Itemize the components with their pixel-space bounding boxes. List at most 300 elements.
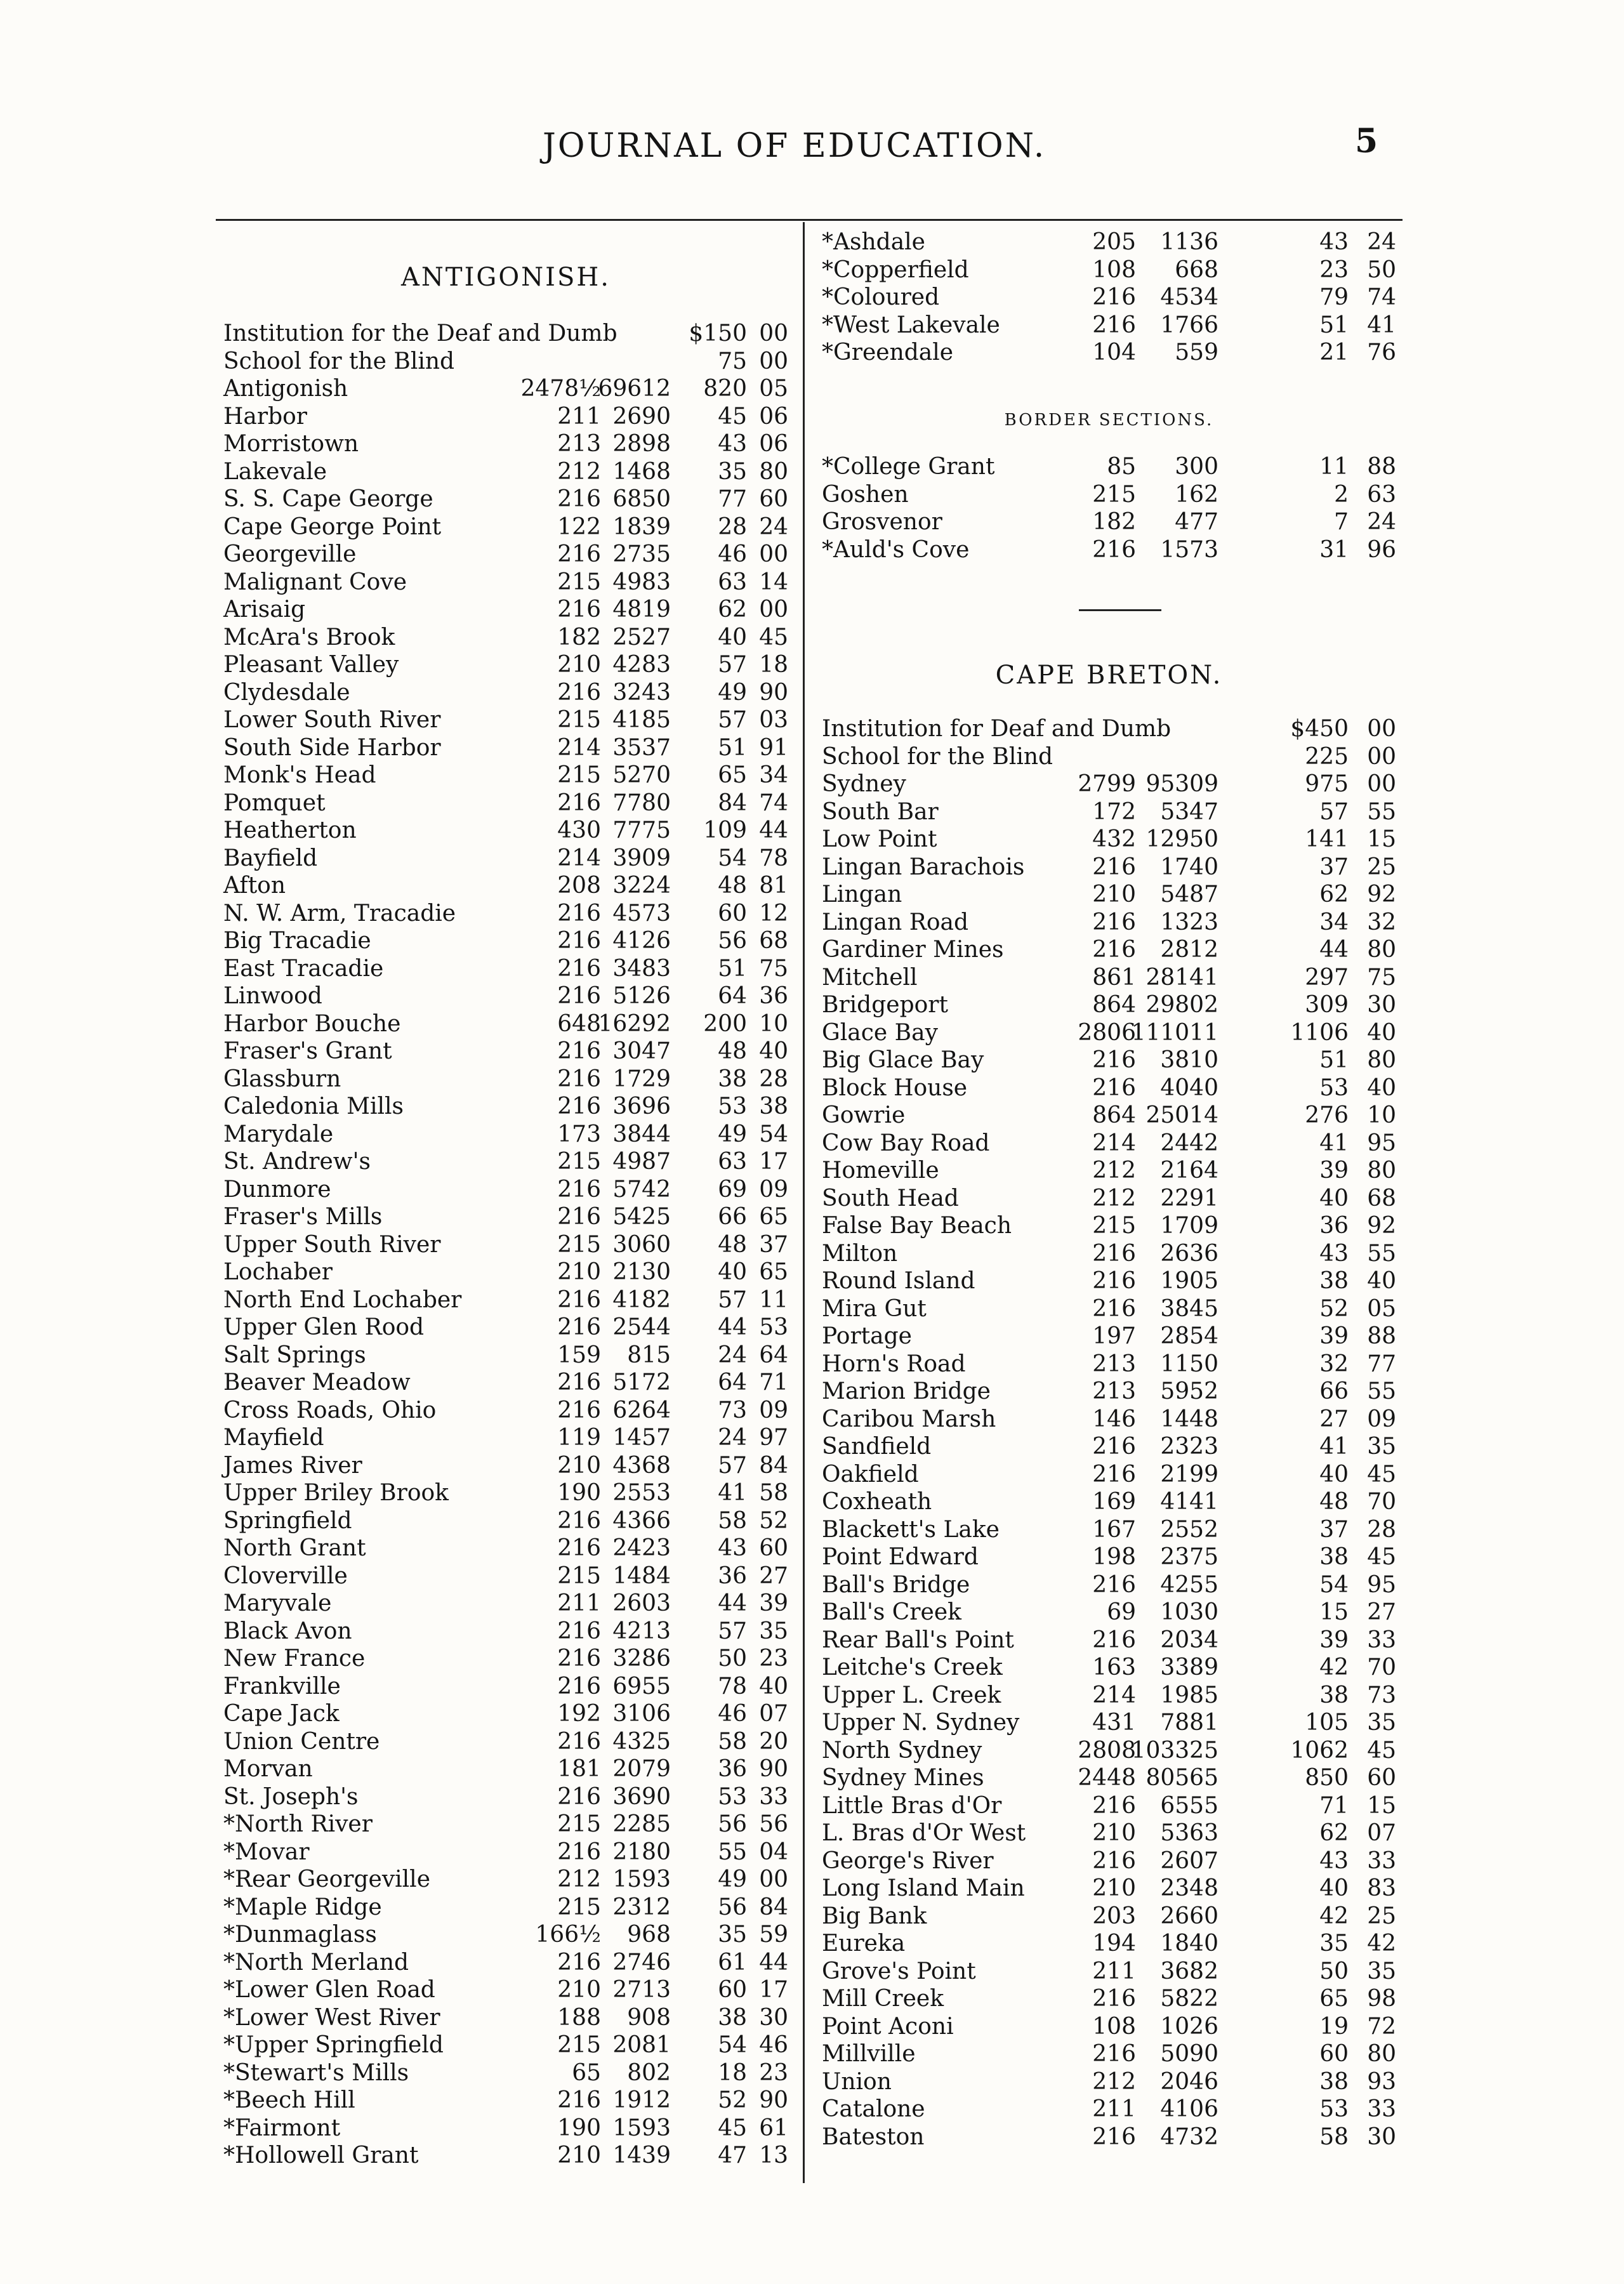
grant-dollars: 1106 bbox=[1290, 1019, 1349, 1046]
grant-cents: 96 bbox=[1367, 536, 1396, 563]
grant-dollars: 820 bbox=[703, 376, 747, 402]
section-name: *Movar bbox=[223, 1838, 310, 1865]
attendance: 4182 bbox=[612, 1286, 671, 1313]
table-row bbox=[822, 1378, 1396, 1406]
grant-cents: 40 bbox=[1367, 1268, 1396, 1294]
enrolment: 2808 bbox=[1078, 1737, 1136, 1764]
table-row bbox=[822, 1323, 1396, 1350]
section-name: North Grant bbox=[223, 1535, 366, 1561]
attendance: 4040 bbox=[1160, 1074, 1218, 1101]
table-row bbox=[822, 1847, 1396, 1875]
grant-cents: 35 bbox=[1367, 1434, 1396, 1460]
enrolment: 216 bbox=[1092, 1074, 1136, 1101]
enrolment: 215 bbox=[557, 569, 601, 595]
table-row bbox=[223, 1783, 788, 1811]
grant-dollars: 36 bbox=[1319, 1213, 1349, 1239]
table-row bbox=[822, 312, 1396, 340]
grant-cents: 74 bbox=[1367, 284, 1396, 310]
enrolment: 210 bbox=[1092, 881, 1136, 908]
grant-dollars: 43 bbox=[1319, 229, 1349, 255]
grant-dollars: 53 bbox=[1319, 1074, 1349, 1101]
enrolment: 104 bbox=[1092, 340, 1136, 366]
grant-cents: 58 bbox=[759, 1480, 788, 1506]
attendance: 5742 bbox=[612, 1176, 671, 1203]
section-name: Block House bbox=[822, 1074, 968, 1101]
attendance: 1484 bbox=[612, 1562, 671, 1589]
enrolment: 108 bbox=[1092, 256, 1136, 283]
grant-dollars: 46 bbox=[718, 541, 747, 567]
grant-dollars: 52 bbox=[1319, 1295, 1349, 1322]
grant-cents: 98 bbox=[1367, 1986, 1396, 2012]
amount-cents: 00 bbox=[1367, 716, 1396, 742]
grant-cents: 80 bbox=[1367, 1047, 1396, 1073]
grant-cents: 39 bbox=[759, 1590, 788, 1616]
grant-dollars: 49 bbox=[718, 1121, 747, 1147]
attendance: 2285 bbox=[612, 1811, 671, 1837]
section-name: Bayfield bbox=[223, 845, 318, 871]
grant-cents: 42 bbox=[1367, 1931, 1396, 1957]
section-name: McAra's Brook bbox=[223, 624, 395, 650]
section-name: Georgeville bbox=[223, 541, 357, 567]
section-name: Ball's Creek bbox=[822, 1599, 961, 1625]
attendance: 1905 bbox=[1160, 1268, 1218, 1294]
table-row bbox=[223, 458, 788, 486]
institution-name: School for the Blind bbox=[223, 348, 455, 374]
section-name: St. Joseph's bbox=[223, 1783, 359, 1810]
enrolment: 216 bbox=[1092, 284, 1136, 310]
section-name: North Sydney bbox=[822, 1737, 982, 1764]
attendance: 4255 bbox=[1160, 1571, 1218, 1598]
grant-cents: 65 bbox=[759, 1259, 788, 1285]
table-row bbox=[223, 1314, 788, 1342]
enrolment: 166½ bbox=[535, 1922, 601, 1948]
enrolment: 198 bbox=[1092, 1544, 1136, 1570]
attendance: 3845 bbox=[1160, 1295, 1218, 1322]
attendance: 2746 bbox=[612, 1949, 671, 1976]
grant-dollars: 43 bbox=[1319, 1847, 1349, 1874]
grant-dollars: 54 bbox=[718, 845, 747, 871]
attendance: 5487 bbox=[1160, 881, 1218, 908]
table-row bbox=[223, 1838, 788, 1866]
enrolment: 214 bbox=[557, 734, 601, 761]
table-row bbox=[223, 1507, 788, 1535]
grant-cents: 32 bbox=[1367, 909, 1396, 935]
enrolment: 173 bbox=[557, 1121, 601, 1147]
grant-dollars: 24 bbox=[718, 1342, 747, 1368]
grant-dollars: 69 bbox=[718, 1176, 747, 1203]
grant-cents: 04 bbox=[759, 1838, 788, 1865]
section-name: Bridgeport bbox=[822, 992, 948, 1018]
grant-cents: 68 bbox=[759, 928, 788, 954]
table-row bbox=[822, 1406, 1396, 1434]
table-row bbox=[223, 1949, 788, 1977]
attendance: 300 bbox=[1175, 454, 1218, 480]
enrolment: 216 bbox=[557, 2087, 601, 2113]
attendance: 4126 bbox=[612, 928, 671, 954]
grant-cents: 76 bbox=[1367, 340, 1396, 366]
attendance: 5172 bbox=[612, 1370, 671, 1396]
grant-dollars: 60 bbox=[718, 900, 747, 927]
attendance: 2854 bbox=[1160, 1323, 1218, 1349]
enrolment: 197 bbox=[1092, 1323, 1136, 1349]
table-row bbox=[223, 1066, 788, 1093]
grant-dollars: 850 bbox=[1305, 1765, 1349, 1791]
grant-cents: 27 bbox=[1367, 1599, 1396, 1625]
enrolment: 190 bbox=[557, 2115, 601, 2141]
border-sections bbox=[822, 387, 1396, 564]
amount-dollars: 225 bbox=[1305, 743, 1349, 770]
grant-dollars: 40 bbox=[718, 1259, 747, 1285]
grant-dollars: 309 bbox=[1305, 992, 1349, 1018]
grant-cents: 91 bbox=[759, 734, 788, 761]
grant-cents: 80 bbox=[1367, 1158, 1396, 1184]
grant-cents: 90 bbox=[759, 2087, 788, 2113]
table-row bbox=[223, 1258, 788, 1286]
grant-cents: 88 bbox=[1367, 454, 1396, 480]
grant-dollars: 50 bbox=[718, 1646, 747, 1672]
grant-cents: 77 bbox=[1367, 1350, 1396, 1377]
grant-dollars: 32 bbox=[1319, 1350, 1349, 1377]
section-name: Heatherton bbox=[223, 817, 357, 843]
grant-cents: 70 bbox=[1367, 1489, 1396, 1515]
attendance: 2552 bbox=[1160, 1516, 1218, 1543]
grant-cents: 78 bbox=[759, 845, 788, 871]
grant-cents: 55 bbox=[1367, 1240, 1396, 1267]
enrolment: 216 bbox=[1092, 1268, 1136, 1294]
section-name: Horn's Road bbox=[822, 1350, 966, 1377]
section-name: Lingan Road bbox=[822, 909, 969, 935]
attendance: 1323 bbox=[1160, 909, 1218, 935]
enrolment: 210 bbox=[557, 1977, 601, 2003]
attendance: 2375 bbox=[1160, 1544, 1218, 1570]
attendance: 7775 bbox=[612, 817, 671, 843]
enrolment: 216 bbox=[1092, 1627, 1136, 1653]
enrolment: 216 bbox=[557, 1204, 601, 1230]
grant-dollars: 975 bbox=[1305, 771, 1349, 797]
grant-dollars: 61 bbox=[718, 1949, 747, 1976]
attendance: 3224 bbox=[612, 873, 671, 899]
enrolment: 861 bbox=[1092, 964, 1136, 991]
table-row bbox=[822, 1267, 1396, 1295]
section-name: Blackett's Lake bbox=[822, 1516, 1000, 1543]
grant-cents: 63 bbox=[1367, 481, 1396, 508]
section-name: *Rear Georgeville bbox=[223, 1866, 431, 1892]
table-row bbox=[223, 2142, 788, 2170]
grant-dollars: 40 bbox=[1319, 1875, 1349, 1901]
section-name: Clydesdale bbox=[223, 679, 350, 706]
attendance: 3060 bbox=[612, 1231, 671, 1258]
section-name: Cloverville bbox=[223, 1562, 348, 1589]
grant-dollars: 276 bbox=[1305, 1102, 1349, 1128]
grant-cents: 23 bbox=[759, 1646, 788, 1672]
grant-cents: 64 bbox=[759, 1342, 788, 1368]
section-name: *Copperfield bbox=[822, 256, 969, 283]
enrolment: 216 bbox=[557, 1783, 601, 1810]
section-name: *North River bbox=[223, 1811, 373, 1837]
grant-dollars: 45 bbox=[718, 2115, 747, 2141]
grant-cents: 80 bbox=[759, 458, 788, 485]
section-name: Morvan bbox=[223, 1756, 313, 1782]
attendance: 1839 bbox=[612, 513, 671, 540]
enrolment: 172 bbox=[1092, 798, 1136, 825]
grant-dollars: 58 bbox=[718, 1507, 747, 1534]
attendance: 3909 bbox=[612, 845, 671, 871]
table-row bbox=[223, 1231, 788, 1259]
table-row bbox=[822, 1350, 1396, 1378]
section-name: Marion Bridge bbox=[822, 1378, 991, 1404]
grant-cents: 65 bbox=[759, 1204, 788, 1230]
section-name: St. Andrew's bbox=[223, 1149, 371, 1175]
grant-cents: 10 bbox=[1367, 1102, 1396, 1128]
attendance: 3243 bbox=[612, 679, 671, 706]
table-row bbox=[223, 1976, 788, 2004]
table-row bbox=[822, 1212, 1396, 1240]
attendance: 2527 bbox=[612, 624, 671, 650]
table-row bbox=[822, 991, 1396, 1019]
enrolment: 182 bbox=[1092, 509, 1136, 535]
amount-cents: 00 bbox=[759, 320, 788, 347]
attendance: 103325 bbox=[1131, 1737, 1218, 1764]
section-name: Homeville bbox=[822, 1158, 939, 1184]
attendance: 1985 bbox=[1160, 1682, 1218, 1708]
antigonish-continued-table bbox=[822, 228, 1396, 367]
grant-dollars: 37 bbox=[1319, 854, 1349, 880]
antigonish-table bbox=[223, 375, 788, 2170]
grant-cents: 33 bbox=[1367, 2096, 1396, 2122]
table-row bbox=[223, 1618, 788, 1646]
grant-dollars: 44 bbox=[1319, 937, 1349, 963]
grant-dollars: 141 bbox=[1305, 826, 1349, 852]
section-name: Point Edward bbox=[822, 1544, 979, 1570]
table-row bbox=[822, 826, 1396, 854]
enrolment: 211 bbox=[1092, 1958, 1136, 1984]
grant-dollars: 42 bbox=[1319, 1654, 1349, 1680]
enrolment: 216 bbox=[1092, 1240, 1136, 1267]
table-row bbox=[223, 762, 788, 789]
grant-dollars: 105 bbox=[1305, 1710, 1349, 1736]
grant-dollars: 40 bbox=[1319, 1185, 1349, 1211]
section-name: Gardiner Mines bbox=[822, 937, 1004, 963]
enrolment: 216 bbox=[1092, 1434, 1136, 1460]
section-name: Big Glace Bay bbox=[822, 1047, 984, 1073]
enrolment: 216 bbox=[557, 1673, 601, 1700]
table-row bbox=[822, 2040, 1396, 2068]
grant-dollars: 38 bbox=[1319, 1682, 1349, 1708]
grant-dollars: 62 bbox=[1319, 1820, 1349, 1846]
attendance: 1740 bbox=[1160, 854, 1218, 880]
grant-cents: 17 bbox=[759, 1977, 788, 2003]
grant-dollars: 24 bbox=[718, 1425, 747, 1451]
enrolment: 163 bbox=[1092, 1654, 1136, 1680]
section-name: Harbor bbox=[223, 403, 307, 430]
grant-cents: 84 bbox=[759, 1452, 788, 1479]
table-row bbox=[822, 1875, 1396, 1903]
section-title-antigonish: ANTIGONISH. bbox=[401, 263, 611, 292]
enrolment: 213 bbox=[1092, 1350, 1136, 1377]
section-name: Upper Briley Brook bbox=[223, 1480, 449, 1506]
grant-cents: 45 bbox=[759, 624, 788, 650]
grant-dollars: 57 bbox=[718, 1452, 747, 1479]
section-name: *Coloured bbox=[822, 284, 940, 310]
section-name: Milton bbox=[822, 1240, 898, 1267]
section-name: Little Bras d'Or bbox=[822, 1792, 1002, 1819]
table-row bbox=[223, 624, 788, 652]
table-row bbox=[223, 2087, 788, 2115]
grant-cents: 15 bbox=[1367, 826, 1396, 852]
section-name: James River bbox=[223, 1452, 362, 1479]
table-row bbox=[822, 1958, 1396, 1986]
section-name: L. Bras d'Or West bbox=[822, 1820, 1026, 1846]
attendance: 4573 bbox=[612, 900, 671, 927]
section-name: Fraser's Grant bbox=[223, 1038, 392, 1064]
grant-dollars: 43 bbox=[718, 431, 747, 457]
grant-cents: 35 bbox=[1367, 1710, 1396, 1736]
table-row bbox=[822, 1654, 1396, 1682]
enrolment: 181 bbox=[557, 1756, 601, 1782]
table-row bbox=[822, 1516, 1396, 1544]
attendance: 2312 bbox=[612, 1894, 671, 1920]
attendance: 2544 bbox=[612, 1314, 671, 1340]
enrolment: 215 bbox=[557, 1562, 601, 1589]
table-row bbox=[223, 2115, 788, 2142]
attendance: 5363 bbox=[1160, 1820, 1218, 1846]
amount-cents: 00 bbox=[759, 348, 788, 374]
table-row bbox=[822, 2013, 1396, 2041]
grant-dollars: 34 bbox=[1319, 909, 1349, 935]
attendance: 668 bbox=[1175, 256, 1218, 283]
attendance: 2323 bbox=[1160, 1434, 1218, 1460]
enrolment: 432 bbox=[1092, 826, 1136, 852]
section-name: *Upper Springfield bbox=[223, 2032, 444, 2058]
attendance: 4983 bbox=[612, 569, 671, 595]
table-row bbox=[223, 1590, 788, 1618]
attendance: 5822 bbox=[1160, 1986, 1218, 2012]
enrolment: 210 bbox=[557, 652, 601, 678]
grant-dollars: 53 bbox=[718, 1093, 747, 1119]
table-row bbox=[822, 909, 1396, 937]
table-row bbox=[822, 1102, 1396, 1130]
enrolment: 216 bbox=[557, 955, 601, 982]
attendance: 1729 bbox=[612, 1066, 671, 1092]
table-row bbox=[822, 228, 1396, 256]
grant-dollars: 73 bbox=[718, 1397, 747, 1423]
grant-cents: 14 bbox=[759, 569, 788, 595]
section-name: *Maple Ridge bbox=[223, 1894, 382, 1920]
section-name: Dunmore bbox=[223, 1176, 331, 1203]
enrolment: 208 bbox=[557, 873, 601, 899]
grant-dollars: 63 bbox=[718, 1149, 747, 1175]
enrolment: 216 bbox=[557, 1370, 601, 1396]
enrolment: 211 bbox=[557, 1590, 601, 1616]
grant-cents: 56 bbox=[759, 1811, 788, 1837]
table-row bbox=[223, 1811, 788, 1838]
attendance: 3286 bbox=[612, 1646, 671, 1672]
attendance: 1026 bbox=[1160, 2013, 1218, 2040]
attendance: 1150 bbox=[1160, 1350, 1218, 1377]
enrolment: 216 bbox=[557, 1314, 601, 1340]
section-name: Pleasant Valley bbox=[223, 652, 399, 678]
grant-dollars: 40 bbox=[718, 624, 747, 650]
grant-cents: 03 bbox=[759, 707, 788, 733]
section-name: Upper Glen Rood bbox=[223, 1314, 425, 1340]
section-name: Maryvale bbox=[223, 1590, 332, 1616]
enrolment: 216 bbox=[557, 1286, 601, 1313]
attendance: 2046 bbox=[1160, 2068, 1218, 2095]
grant-cents: 33 bbox=[759, 1783, 788, 1810]
grant-dollars: 51 bbox=[1319, 1047, 1349, 1073]
section-name: *Ashdale bbox=[822, 229, 925, 255]
section-name: Caledonia Mills bbox=[223, 1093, 404, 1119]
grant-dollars: 297 bbox=[1305, 964, 1349, 991]
section-name: Cape George Point bbox=[223, 513, 442, 540]
table-row bbox=[223, 789, 788, 817]
enrolment: 215 bbox=[557, 2032, 601, 2058]
section-name: Lingan bbox=[822, 881, 902, 908]
table-row bbox=[223, 927, 788, 955]
attendance: 4368 bbox=[612, 1452, 671, 1479]
grant-cents: 46 bbox=[759, 2032, 788, 2058]
enrolment: 108 bbox=[1092, 2013, 1136, 2040]
grant-cents: 55 bbox=[1367, 1378, 1396, 1404]
grant-cents: 73 bbox=[1367, 1682, 1396, 1708]
attendance: 6555 bbox=[1160, 1792, 1218, 1819]
section-name: Upper L. Creek bbox=[822, 1682, 1001, 1708]
enrolment: 203 bbox=[1092, 1903, 1136, 1929]
attendance: 2348 bbox=[1160, 1875, 1218, 1901]
attendance: 5126 bbox=[612, 983, 671, 1009]
attendance: 1709 bbox=[1160, 1213, 1218, 1239]
grant-cents: 60 bbox=[1367, 1765, 1396, 1791]
enrolment: 215 bbox=[557, 707, 601, 733]
table-row bbox=[822, 1903, 1396, 1931]
table-row bbox=[223, 1921, 788, 1949]
grant-cents: 25 bbox=[1367, 1903, 1396, 1929]
amount-dollars: $450 bbox=[1290, 716, 1349, 742]
attendance: 4141 bbox=[1160, 1489, 1218, 1515]
grant-dollars: 35 bbox=[718, 1922, 747, 1948]
enrolment: 2478½ bbox=[520, 376, 601, 402]
enrolment: 216 bbox=[1092, 854, 1136, 880]
table-row bbox=[822, 256, 1396, 284]
grant-dollars: 47 bbox=[718, 2142, 747, 2168]
grant-dollars: 31 bbox=[1319, 536, 1349, 563]
grant-cents: 60 bbox=[759, 486, 788, 512]
section-name: Grove's Point bbox=[822, 1958, 976, 1984]
table-row bbox=[223, 596, 788, 624]
enrolment: 216 bbox=[557, 1646, 601, 1672]
enrolment: 216 bbox=[1092, 1461, 1136, 1488]
enrolment: 216 bbox=[557, 679, 601, 706]
attendance: 2291 bbox=[1160, 1185, 1218, 1211]
grant-dollars: 15 bbox=[1319, 1599, 1349, 1625]
attendance: 815 bbox=[627, 1342, 671, 1368]
enrolment: 216 bbox=[1092, 312, 1136, 338]
table-row bbox=[223, 1010, 788, 1038]
attendance: 2607 bbox=[1160, 1847, 1218, 1874]
grant-dollars: 38 bbox=[1319, 1544, 1349, 1570]
table-row bbox=[822, 453, 1396, 481]
section-name: Long Island Main bbox=[822, 1875, 1025, 1901]
attendance: 1439 bbox=[612, 2142, 671, 2168]
grant-dollars: 50 bbox=[1319, 1958, 1349, 1984]
enrolment: 2799 bbox=[1078, 771, 1136, 797]
section-name: Frankville bbox=[223, 1673, 341, 1700]
table-row bbox=[223, 1121, 788, 1149]
attendance: 2199 bbox=[1160, 1461, 1218, 1488]
enrolment: 216 bbox=[557, 789, 601, 816]
section-name: South Bar bbox=[822, 798, 939, 825]
enrolment: 214 bbox=[1092, 1682, 1136, 1708]
